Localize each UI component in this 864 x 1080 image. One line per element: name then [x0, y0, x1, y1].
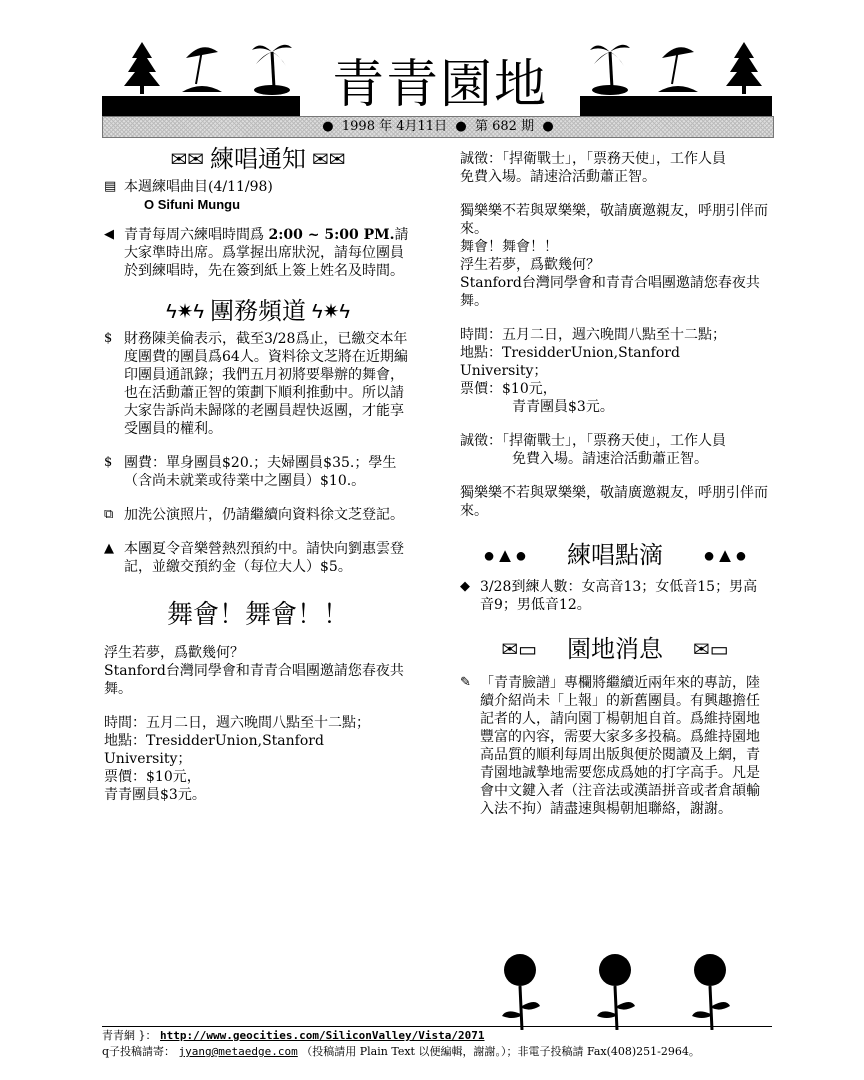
footer: 青青網 }： http://www.geocities.com/SiliconValley/Vista/2071 q子投稿請寄： jyang@metaedge.com （投稿請用 Plain Text 以便編輯，謝謝。）；非電子投稿請 Fax(408)251-2964。	[102, 1029, 700, 1058]
masthead	[102, 36, 772, 115]
drop-icon: ◆	[460, 579, 470, 594]
pen-icon: ✎	[460, 675, 471, 690]
umbrella-icon	[182, 40, 222, 96]
drops-icon: ●▲●	[703, 543, 747, 567]
month-day: 4月11日	[396, 119, 448, 134]
dollar-icon: $	[104, 455, 113, 470]
section-header-news	[460, 635, 770, 663]
song-title: O Sifuni Mungu	[144, 197, 241, 212]
palm-tree-icon	[250, 38, 294, 96]
section-header-affairs	[104, 297, 412, 325]
rose-icon	[692, 954, 730, 1030]
list-item: ⧉ 加洗公演照片，仍請繼續向資料徐文芝登記。	[104, 507, 404, 523]
dollar-icon: $	[104, 331, 113, 346]
rose-icon	[597, 954, 635, 1030]
mailbox-icon: ✉✉	[312, 147, 346, 171]
rose-icon	[502, 954, 540, 1030]
mailbox-icon: ✉✉	[170, 147, 204, 171]
issue-number: 682	[492, 119, 517, 134]
megaphone-icon: ◀	[104, 227, 114, 242]
window-icon: ⧉	[104, 507, 114, 522]
bullet-icon: ●	[322, 119, 334, 134]
email-link[interactable]: jyang@metaedge.com	[178, 1045, 298, 1058]
date-bar: ● 1998 年 4月11日 ● 第 682 期 ●	[102, 116, 774, 138]
list-item: ◀ 青青每周六練唱時間爲 2:00 ~ 5:00 PM.請大家準時出席。爲掌握出席狀況，請每位團員於到練唱時，先在簽到紙上簽上姓名及時間。	[104, 227, 409, 279]
dance-title: 舞會！舞會！！	[166, 600, 349, 630]
list-item: $ 財務陳美倫表示，截至3/28爲止，已繳交本年度團費的團員爲64人。資料徐文芝將在近期編印團員通訊錄；我們五月初將要舉辦的舞會，也在活動蕭正智的策劃下順利推動中。所以請大家告訴尚未歸隊的老團員趕快返團，才能享受團員的權利。	[104, 331, 408, 437]
bullet-icon: ●	[542, 119, 554, 134]
tree-icon	[724, 40, 764, 96]
lightning-icon: ϟ✷ϟ	[166, 299, 204, 323]
section-title: 練唱通知	[210, 145, 306, 173]
year: 1998	[341, 119, 375, 134]
umbrella-icon	[658, 40, 698, 96]
list-item: ▤ 本週練唱曲目(4/11/98)	[104, 179, 273, 195]
masthead-title: 青青園地	[300, 36, 580, 134]
drops-icon: ●▲●	[483, 543, 527, 567]
section-header-notes	[460, 541, 770, 569]
mail-icon: ✉▭	[693, 637, 729, 661]
section-header-practice	[104, 145, 412, 173]
footer-divider	[102, 1026, 772, 1027]
list-item: ✎ 「青青臉譜」專欄將繼續近兩年來的專訪，陸續介紹尚未「上報」的新舊團員。有興趣擔任記者的人，請向園丁楊朝旭自首。爲維持園地豐富的內容，需要大家多多投稿。爲維持園地高品質的順利每周出版與便於閱讀及上網，青青園地誠摯地需要您成爲她的打字高手。凡是會中文鍵入者（注音法或漢語拼音或者倉頡輸入法不拘）請盡速與楊朝旭聯絡，謝謝。	[460, 675, 760, 817]
camp-icon: ▲	[104, 541, 114, 556]
lightning-icon: ϟ✷ϟ	[312, 299, 350, 323]
section-title: 團務頻道	[210, 297, 306, 325]
notebook-icon: ▤	[104, 179, 117, 194]
section-title: 練唱點滴	[567, 541, 663, 569]
palm-tree-icon	[588, 38, 632, 96]
roses-decoration	[480, 950, 780, 1030]
tree-icon	[122, 40, 162, 96]
list-item: $ 團費：單身團員$20.；夫婦團員$35.；學生（含尚未就業或待業中之團員）$10.。	[104, 455, 397, 489]
website-link[interactable]: http://www.geocities.com/SiliconValley/Vista/2071	[160, 1029, 485, 1042]
section-title: 園地消息	[567, 635, 663, 663]
left-column: ✉✉ 練唱通知 ✉✉ ▤ 本週練唱曲目(4/11/98) O Sifuni Mungu ◀ 青青每周六練唱時間爲 2:00 ~ 5:00 PM.請大家準時出席。爲掌握出席狀況，請每位團員於到練唱時，先在簽到紙上簽上姓名及時間。 ϟ✷ϟ 團務頻道 ϟ✷ϟ $ 財務陳美倫表示，截至3/28爲止，已繳交本年度團費的團員爲64人。資料徐文芝將在近期編印團員通訊錄；我們五月初將要舉辦的舞會，也在活動蕭正智的策劃下順利推動中。所以請大家告訴尚未歸隊的老團員趕快返團，才能享受團員的權利。 $ 團費：單身團員$20.；夫婦團員$35.；學生（含尚未就業或待業中之團員）$10.。 ⧉ 加洗公演照片，仍請繼續向資料徐文芝登記。 ▲ 本團夏令音樂營熱烈預約中。請快向劉惠雲登記，並繳交預約金（每位大人）$5。 舞會！舞會！！ 浮生若夢，爲歡幾何？ Stanford台灣同學會和青青合唱團邀請您春夜共舞。 時間：五月二日，週六晚間八點至十二點； 地點：TresidderUnion,Stanford University； 票價：$10元， 青青團員$3元。	[104, 150, 412, 804]
list-item: ◆ 3/28到練人數：女高音13；女低音15；男高音9；男低音12。	[460, 579, 758, 613]
right-column: 誠徵：「捍衛戰士」，「票務天使」，工作人員 免費入場。請速洽活動蕭正智。 獨樂樂不若與眾樂樂，敬請廣邀親友，呼朋引伴而來。 舞會！舞會！！ 浮生若夢，爲歡幾何？ Stanford台灣同學會和青青合唱團邀請您春夜共舞。 時間：五月二日，週六晚間八點至十二點； 地點：TresidderUnion,Stanford University； 票價：$10元， 青青團員$3元。 誠徵：「捍衛戰士」，「票務天使」，工作人員 免費入場。請速洽活動蕭正智。 獨樂樂不若與眾樂樂，敬請廣邀親友，呼朋引伴而來。 ●▲● 練唱點滴 ●▲● ◆ 3/28到練人數：女高音13；女低音15；男高音9；男低音12。 ✉▭ 園地消息 ✉▭ ✎ 「青青臉譜」專欄將繼續近兩年來的專訪，陸續介紹尚未「上報」的新舊團員。有興趣擔任記者的人，請向園丁楊朝旭自首。爲維持園地豐富的內容，需要大家多多投稿。爲維持園地高品質的順利每周出版與便於閱讀及上網，青青園地誠摯地需要您成爲她的打字高手。凡是會中文鍵入者（注音法或漢語拼音或者倉頡輸入法不拘）請盡速與楊朝旭聯絡，謝謝。	[460, 151, 768, 817]
list-item: ▲ 本團夏令音樂營熱烈預約中。請快向劉惠雲登記，並繳交預約金（每位大人）$5。	[104, 541, 404, 575]
mail-icon: ✉▭	[501, 637, 537, 661]
bullet-icon: ●	[455, 119, 467, 134]
